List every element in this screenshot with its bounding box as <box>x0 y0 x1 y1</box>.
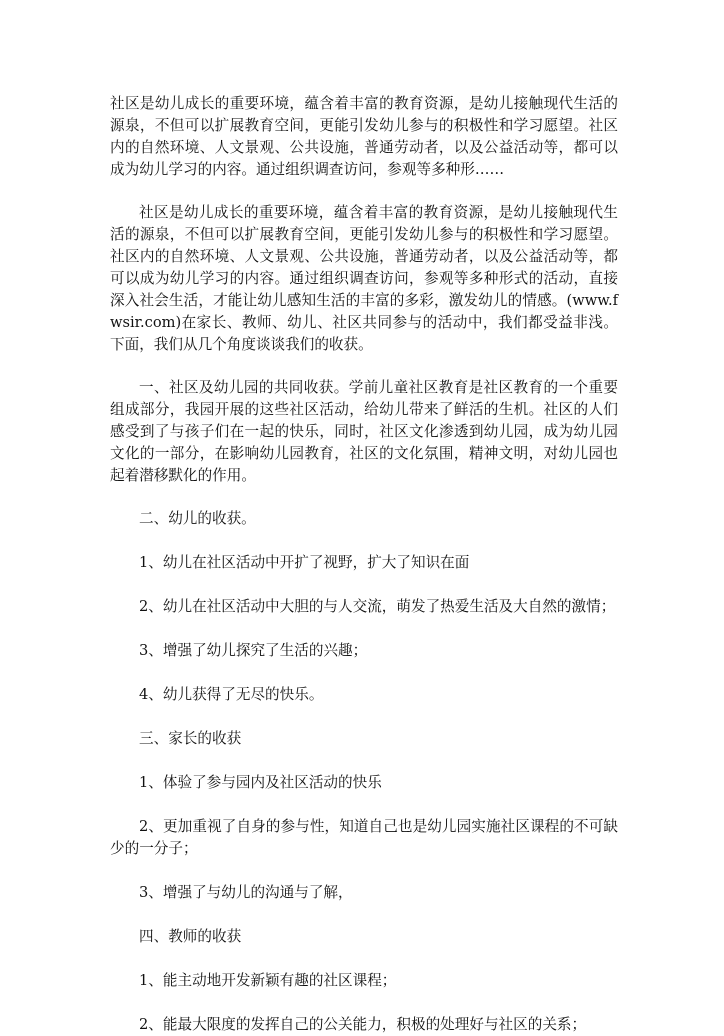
section-4-item-1: 1、能主动地开发新颖有趣的社区课程； <box>139 972 397 989</box>
section-2-item-2: 2、幼儿在社区活动中大胆的与人交流，萌发了热爱生活及大自然的激情； <box>139 598 616 615</box>
section-1-paragraph: 一、社区及幼儿园的共同收获。学前儿童社区教育是社区教育的一个重要组成部分，我园开展的这些社区活动，给幼儿带来了鲜活的生机。社区的人们感受到了与孩子们在一起的快乐，同时，社区文化渗透到幼儿园，成为幼儿园文化的一部分，在影响幼儿园教育，社区的文化氛围，精神文明，对幼儿园也起着潜移默化的作用。 <box>110 379 618 484</box>
section-2-heading: 二、幼儿的收获。 <box>139 510 256 527</box>
section-2-item-3: 3、增强了幼儿探究了生活的兴趣； <box>139 642 368 659</box>
section-3-item-1: 1、体验了参与园内及社区活动的快乐 <box>139 774 382 791</box>
intro-paragraph: 社区是幼儿成长的重要环境，蕴含着丰富的教育资源，是幼儿接触现代生活的源泉，不但可以扩展教育空间，更能引发幼儿参与的积极性和学习愿望。社区内的自然环境、人文景观、公共设施，普通劳动者，以及公益活动等，都可以成为幼儿学习的内容。通过组织调查访问，参观等多种形式的活动，直接深入社会生活，才能让幼儿感知生活的丰富的多彩，激发幼儿的情感。(www.fwsir.com)在家长、教师、幼儿、社区共同参与的活动中，我们都受益非浅。下面，我们从几个角度谈谈我们的收获。 <box>110 204 618 353</box>
section-3-item-2: 2、更加重视了自身的参与性，知道自己也是幼儿园实施社区课程的不可缺少的一分子； <box>110 818 618 857</box>
section-4-heading: 四、教师的收获 <box>139 928 242 945</box>
section-3-item-3: 3、增强了与幼儿的沟通与了解， <box>139 884 353 901</box>
intro-summary-paragraph: 社区是幼儿成长的重要环境，蕴含着丰富的教育资源，是幼儿接触现代生活的源泉，不但可以扩展教育空间，更能引发幼儿参与的积极性和学习愿望。社区内的自然环境、人文景观、公共设施，普通劳动者，以及公益活动等，都可以成为幼儿学习的内容。通过组织调查访问，参观等多种形…… <box>110 95 618 178</box>
section-3-heading: 三、家长的收获 <box>139 730 242 747</box>
section-2-item-1: 1、幼儿在社区活动中开扩了视野，扩大了知识在面 <box>139 554 470 571</box>
section-2-item-4: 4、幼儿获得了无尽的快乐。 <box>139 686 324 703</box>
section-4-item-2: 2、能最大限度的发挥自己的公关能力，积极的处理好与社区的关系； <box>139 1016 587 1033</box>
